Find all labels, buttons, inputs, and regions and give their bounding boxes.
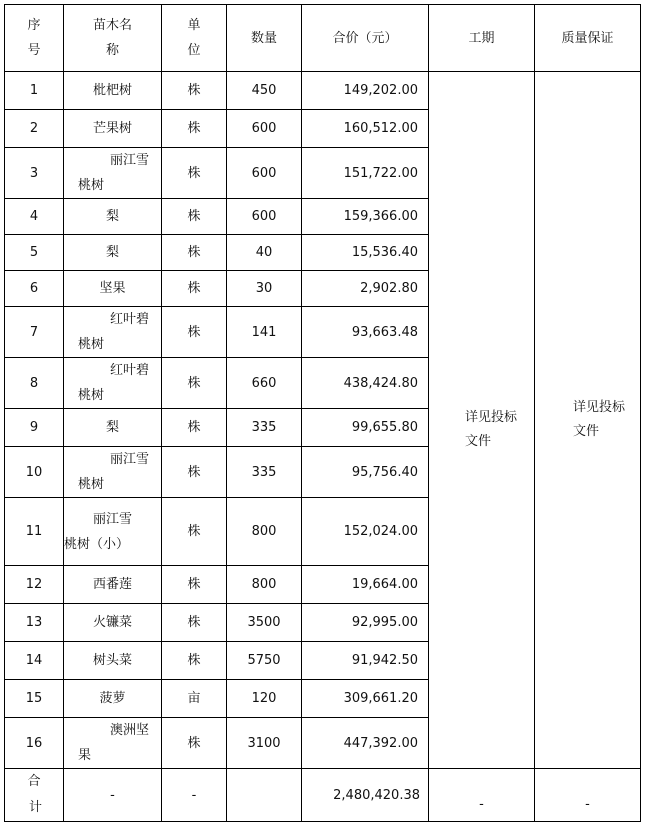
plant-name-line: 丽江雪 (109, 452, 149, 467)
total-price: 92,995.00 (302, 604, 429, 642)
total-price: 19,664.00 (302, 566, 429, 604)
total-price: 99,655.80 (302, 409, 429, 447)
unit: 株 (162, 604, 227, 642)
plant-name (64, 566, 162, 604)
quantity: 3100 (227, 718, 302, 769)
total-row (5, 769, 641, 822)
plant-name (64, 604, 162, 642)
total-price: 93,663.48 (302, 307, 429, 358)
quantity: 660 (227, 358, 302, 409)
plant-name (64, 110, 162, 148)
plant-name-line: 西番莲 (92, 577, 132, 592)
plant-name-line: 菠萝 (99, 691, 126, 706)
unit: 株 (162, 409, 227, 447)
row-number: 1 (5, 72, 64, 110)
quality-merged (535, 72, 641, 769)
row-number: 15 (5, 680, 64, 718)
unit: 株 (162, 498, 227, 566)
quantity: 800 (227, 566, 302, 604)
plant-name (64, 72, 162, 110)
total-price: 152,024.00 (302, 498, 429, 566)
row-number: 2 (5, 110, 64, 148)
period-merged (429, 72, 535, 769)
unit: 株 (162, 307, 227, 358)
period-text-1: 详见投标 (465, 410, 518, 425)
quantity: 30 (227, 271, 302, 307)
quantity: 800 (227, 498, 302, 566)
plant-name (64, 642, 162, 680)
plant-name-line: 果 (78, 748, 92, 763)
plant-name-line: 丽江雪 (109, 153, 149, 168)
plant-name (64, 718, 162, 769)
total-quality: - (535, 769, 641, 822)
unit: 株 (162, 148, 227, 199)
quantity: 40 (227, 235, 302, 271)
total-price: 149,202.00 (302, 72, 429, 110)
unit: 株 (162, 642, 227, 680)
row-number: 7 (5, 307, 64, 358)
table-row (5, 72, 641, 110)
header-quality: 质量保证 (535, 5, 641, 72)
plant-name-line: 梨 (105, 420, 119, 435)
row-number: 6 (5, 271, 64, 307)
header-unit: 单 位 (162, 5, 227, 72)
unit: 亩 (162, 680, 227, 718)
plant-name-line: 枇杷树 (92, 83, 132, 98)
plant-name (64, 307, 162, 358)
total-label-1: 合 (27, 774, 41, 789)
quantity: 600 (227, 110, 302, 148)
quantity: 141 (227, 307, 302, 358)
period-text-2: 文件 (465, 434, 492, 449)
total-price: 438,424.80 (302, 358, 429, 409)
unit: 株 (162, 271, 227, 307)
total-label-2: 计 (29, 800, 43, 815)
total-price: 95,756.40 (302, 447, 429, 498)
total-label (5, 769, 64, 822)
total-qty (227, 769, 302, 822)
total-price: 309,661.20 (302, 680, 429, 718)
unit: 株 (162, 566, 227, 604)
row-number: 10 (5, 447, 64, 498)
unit: 株 (162, 358, 227, 409)
plant-name-line: 芒果树 (92, 121, 132, 136)
unit: 株 (162, 447, 227, 498)
row-number: 14 (5, 642, 64, 680)
total-period: - (429, 769, 535, 822)
plant-name-line: 红叶碧 (109, 363, 149, 378)
total-price: 91,942.50 (302, 642, 429, 680)
row-number: 5 (5, 235, 64, 271)
total-price-sum: 2,480,420.38 (302, 769, 429, 822)
row-number: 11 (5, 498, 64, 566)
header-period: 工期 (429, 5, 535, 72)
plant-name-line: 树头菜 (92, 653, 132, 668)
row-number: 16 (5, 718, 64, 769)
unit: 株 (162, 72, 227, 110)
plant-name (64, 199, 162, 235)
quantity: 450 (227, 72, 302, 110)
plant-name-line: 桃树 (78, 178, 105, 193)
quality-text-2: 文件 (573, 424, 600, 439)
unit: 株 (162, 110, 227, 148)
plant-name-line: 澳洲坚 (109, 723, 149, 738)
quality-text-1: 详见投标 (573, 400, 626, 415)
plant-name-line: 梨 (105, 245, 119, 260)
plant-name-line: 丽江雪 (92, 511, 132, 527)
plant-name (64, 680, 162, 718)
header-name: 苗木名 称 (64, 5, 162, 72)
plant-name-line: 坚果 (99, 281, 126, 296)
plant-name (64, 498, 162, 566)
plant-name-line: 桃树 (78, 477, 105, 492)
plant-name (64, 148, 162, 199)
price-table (4, 4, 641, 822)
quantity: 3500 (227, 604, 302, 642)
plant-name (64, 235, 162, 271)
row-number: 8 (5, 358, 64, 409)
header-seq: 序 号 (5, 5, 64, 72)
plant-name (64, 409, 162, 447)
quantity: 335 (227, 447, 302, 498)
row-number: 3 (5, 148, 64, 199)
total-price: 151,722.00 (302, 148, 429, 199)
quantity: 5750 (227, 642, 302, 680)
total-price: 2,902.80 (302, 271, 429, 307)
total-price: 447,392.00 (302, 718, 429, 769)
plant-name-line: 火镰菜 (92, 615, 132, 630)
row-number: 12 (5, 566, 64, 604)
unit: 株 (162, 235, 227, 271)
plant-name-line: 桃树（小） (64, 536, 130, 552)
total-price: 159,366.00 (302, 199, 429, 235)
quantity: 600 (227, 199, 302, 235)
quantity: 600 (227, 148, 302, 199)
total-unit: - (162, 769, 227, 822)
plant-name (64, 358, 162, 409)
plant-name-line: 桃树 (78, 337, 105, 352)
header-price: 合价（元） (302, 5, 429, 72)
total-price: 15,536.40 (302, 235, 429, 271)
plant-name-line: 红叶碧 (109, 312, 149, 327)
row-number: 4 (5, 199, 64, 235)
unit: 株 (162, 199, 227, 235)
plant-name-line: 梨 (105, 209, 119, 224)
total-name: - (64, 769, 162, 822)
plant-name (64, 447, 162, 498)
unit: 株 (162, 718, 227, 769)
header-qty: 数量 (227, 5, 302, 72)
row-number: 13 (5, 604, 64, 642)
plant-name-line: 桃树 (78, 388, 105, 403)
total-price: 160,512.00 (302, 110, 429, 148)
header-row (5, 5, 641, 72)
plant-name (64, 271, 162, 307)
row-number: 9 (5, 409, 64, 447)
quantity: 120 (227, 680, 302, 718)
quantity: 335 (227, 409, 302, 447)
